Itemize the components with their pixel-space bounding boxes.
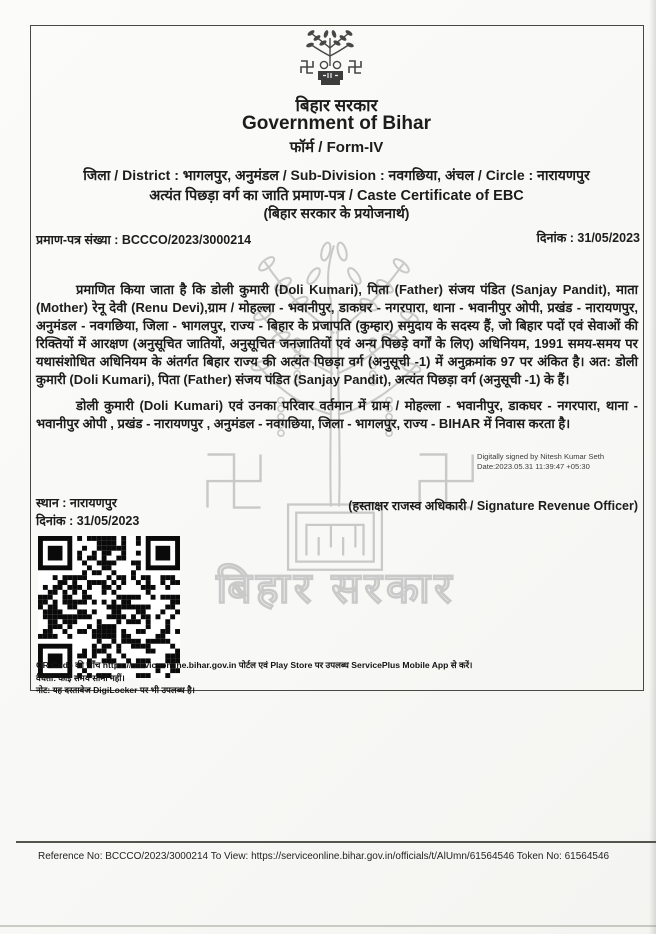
scan-edge-shadow	[649, 0, 656, 934]
date-label: दिनांक : 31/05/2023	[36, 514, 140, 528]
digital-signature-line1: Digitally signed by Nitesh Kumar Seth	[477, 452, 605, 461]
header-government-hindi: बिहार सरकार	[295, 96, 378, 115]
qr-code	[38, 536, 180, 678]
district-subdivision-circle-line: जिला / District : भागलपुर, अनुमंडल / Sub-Division : नवगछिया, अंचल / Circle : नारायणपुर	[83, 167, 590, 183]
signature-revenue-officer-label: (हस्ताक्षर राजस्व अधिकारी / Signature Revenue Officer)	[348, 499, 638, 513]
footer-reference: Reference No: BCCCO/2023/3000214 To View: https://serviceonline.bihar.gov.in/officials/t/AlUmn/61564546 Token No: 61564546	[38, 851, 610, 862]
bihar-emblem-icon	[295, 26, 367, 90]
certificate-purpose: (बिहार सरकार के प्रयोजनार्थ)	[263, 205, 410, 221]
qr-note-check: QR Code की जाँच https://serviceonline.bihar.gov.in पोर्टल एवं Play Store पर उपलब्ध ServicePlus Mobile App से करें।	[36, 660, 473, 670]
place-label: स्थान : नारायणपुर	[36, 496, 117, 510]
digital-signature-stamp	[477, 452, 604, 472]
watermark-text: बिहार सरकार	[216, 564, 456, 613]
scan-bottom-edge	[0, 925, 656, 927]
digital-signature-line2: Date:2023.05.31 11:39:47 +05:30	[477, 462, 590, 471]
header-form-number: फॉर्म / Form-IV	[289, 139, 384, 156]
certificate-number: प्रमाण-पत्र संख्या : BCCCO/2023/3000214	[36, 233, 252, 247]
footer-divider	[16, 841, 656, 843]
qr-notes	[36, 659, 596, 697]
certificate-body-paragraph-2: डोली कुमारी (Doli Kumari) एवं उनका परिवार वर्तमान में ग्राम / मोहल्ला - भवानीपुर, डाकघर - नगरपारा, थाना - भवानीपुर ओपी , प्रखंड - नारायणपुर , अनुमंडल - नवगछिया, जिला - भागलपुर, राज्य - BIHAR में निवास करता है।	[36, 398, 638, 431]
qr-note-validity: वैधता: कोई समय सीमा नहीं।	[36, 672, 125, 683]
certificate-title: अत्यंत पिछड़ा वर्ग का जाति प्रमाण-पत्र / Caste Certificate of EBC	[149, 188, 524, 204]
certificate-body-paragraph-1: प्रमाणित किया जाता है कि डोली कुमारी (Doli Kumari), पिता (Father) संजय पंडित (Sanjay Pandit), माता (Mother) रेनू देवी (Renu Devi),ग्राम / मोहल्ला - भवानीपुर, डाकघर - नगरपारा, थाना - भवानीपुर ओपी, प्रखंड - नारायणपुर, अनुमंडल - नवगछिया, जिला - भागलपुर, राज्य - बिहार के प्रजापति (कुम्हार) समुदाय के सदस्य हैं, जो बिहार पदों एवं सेवाओं की रिक्तियों में आरक्षण (अनुसूचित जातियों, अनुसूचित जनजातियों एवं अन्य पिछड़े वर्गों के लिए) अधिनियम, 1991 समय-समय पर यथासंशोधित अधिनियम के अंतर्गत बिहार राज्य की अत्यंत पिछड़ा वर्ग (अनुसूची -1) में अनुक्रमांक 97 पर अंकित है। अत: डोली कुमारी (Doli Kumari), पिता (Father) संजय पंडित (Sanjay Pandit), अत्यंत पिछड़ा वर्ग (अनुसूची -1) के हैं।	[36, 282, 638, 387]
header-government-english: Government of Bihar	[242, 113, 431, 134]
qr-note-digilocker: नोट: यह दस्तावेज DigiLocker पर भी उपलब्ध है।	[36, 685, 195, 695]
certificate-date: दिनांक : 31/05/2023	[536, 231, 640, 245]
